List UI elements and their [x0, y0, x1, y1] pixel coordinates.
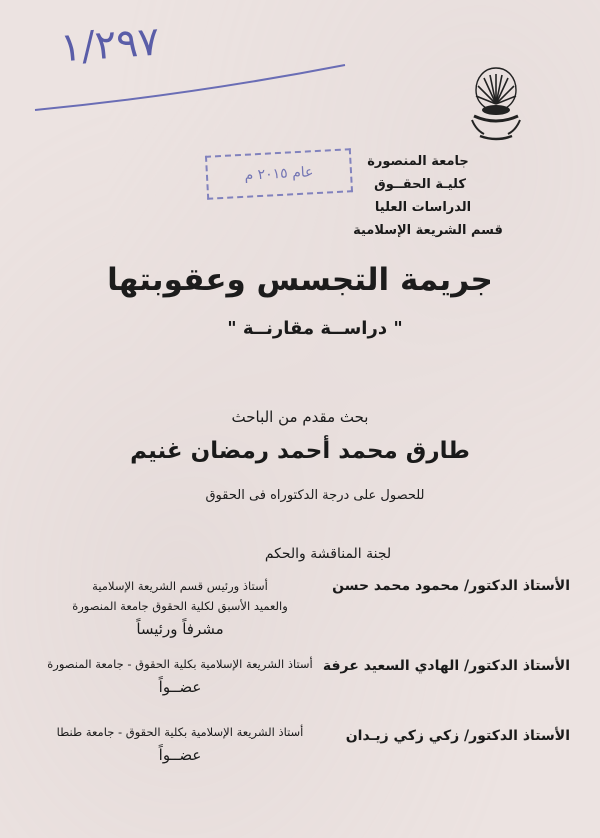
member-role: مشرفاً ورئيساً [136, 620, 224, 638]
faculty-name: كليـة الحقــوق [374, 177, 466, 192]
university-name: جامعة المنصورة [367, 154, 469, 169]
university-header [328, 150, 528, 242]
degree-purpose: للحصول على درجة الدكتوراه فى الحقوق [205, 488, 425, 503]
committee-heading: لجنة المناقشة والحكم [264, 546, 392, 562]
pen-stroke-decoration [30, 60, 350, 120]
division-name: الدراسات العليا [374, 200, 472, 215]
member-name: الأستاذ الدكتور/ الهادي السعيد عرفة [322, 658, 570, 674]
committee-member [30, 654, 570, 704]
member-name: الأستاذ الدكتور/ زكي زكي زيـدان [345, 728, 570, 744]
member-title-line: أستاذ الشريعة الإسلامية بكلية الحقوق - جامعة المنصورة [47, 657, 313, 671]
member-name: الأستاذ الدكتور/ محمود محمد حسن [332, 578, 570, 594]
thesis-title: جريمة التجسس وعقوبتها [107, 262, 493, 298]
member-titles [30, 722, 330, 768]
member-title-line: والعميد الأسبق لكلية الحقوق جامعة المنصورة [72, 599, 288, 613]
handwritten-reference-number: ١/٢٩٧ [58, 18, 161, 72]
member-titles [30, 576, 330, 642]
member-role: عضــواً [158, 678, 202, 696]
researcher-name: طارق محمد أحمد رمضان غنيم [130, 438, 470, 464]
member-role: عضــواً [158, 746, 202, 764]
committee-member [30, 576, 570, 646]
researcher-intro: بحث مقدم من الباحث [231, 408, 369, 426]
member-title-line: أستاذ الشريعة الإسلامية بكلية الحقوق - جامعة طنطا [56, 725, 304, 739]
department-name: قسم الشريعة الإسلامية [353, 223, 503, 238]
stamp-text: عام ٢٠١٥ م [244, 164, 314, 184]
committee-member [30, 722, 570, 772]
thesis-subtitle: " دراســة مقارنــة " [227, 318, 403, 339]
member-title-line: أستاذ ورئيس قسم الشريعة الإسلامية [92, 579, 268, 593]
mansoura-university-logo-icon [466, 64, 526, 144]
member-titles [30, 654, 330, 700]
